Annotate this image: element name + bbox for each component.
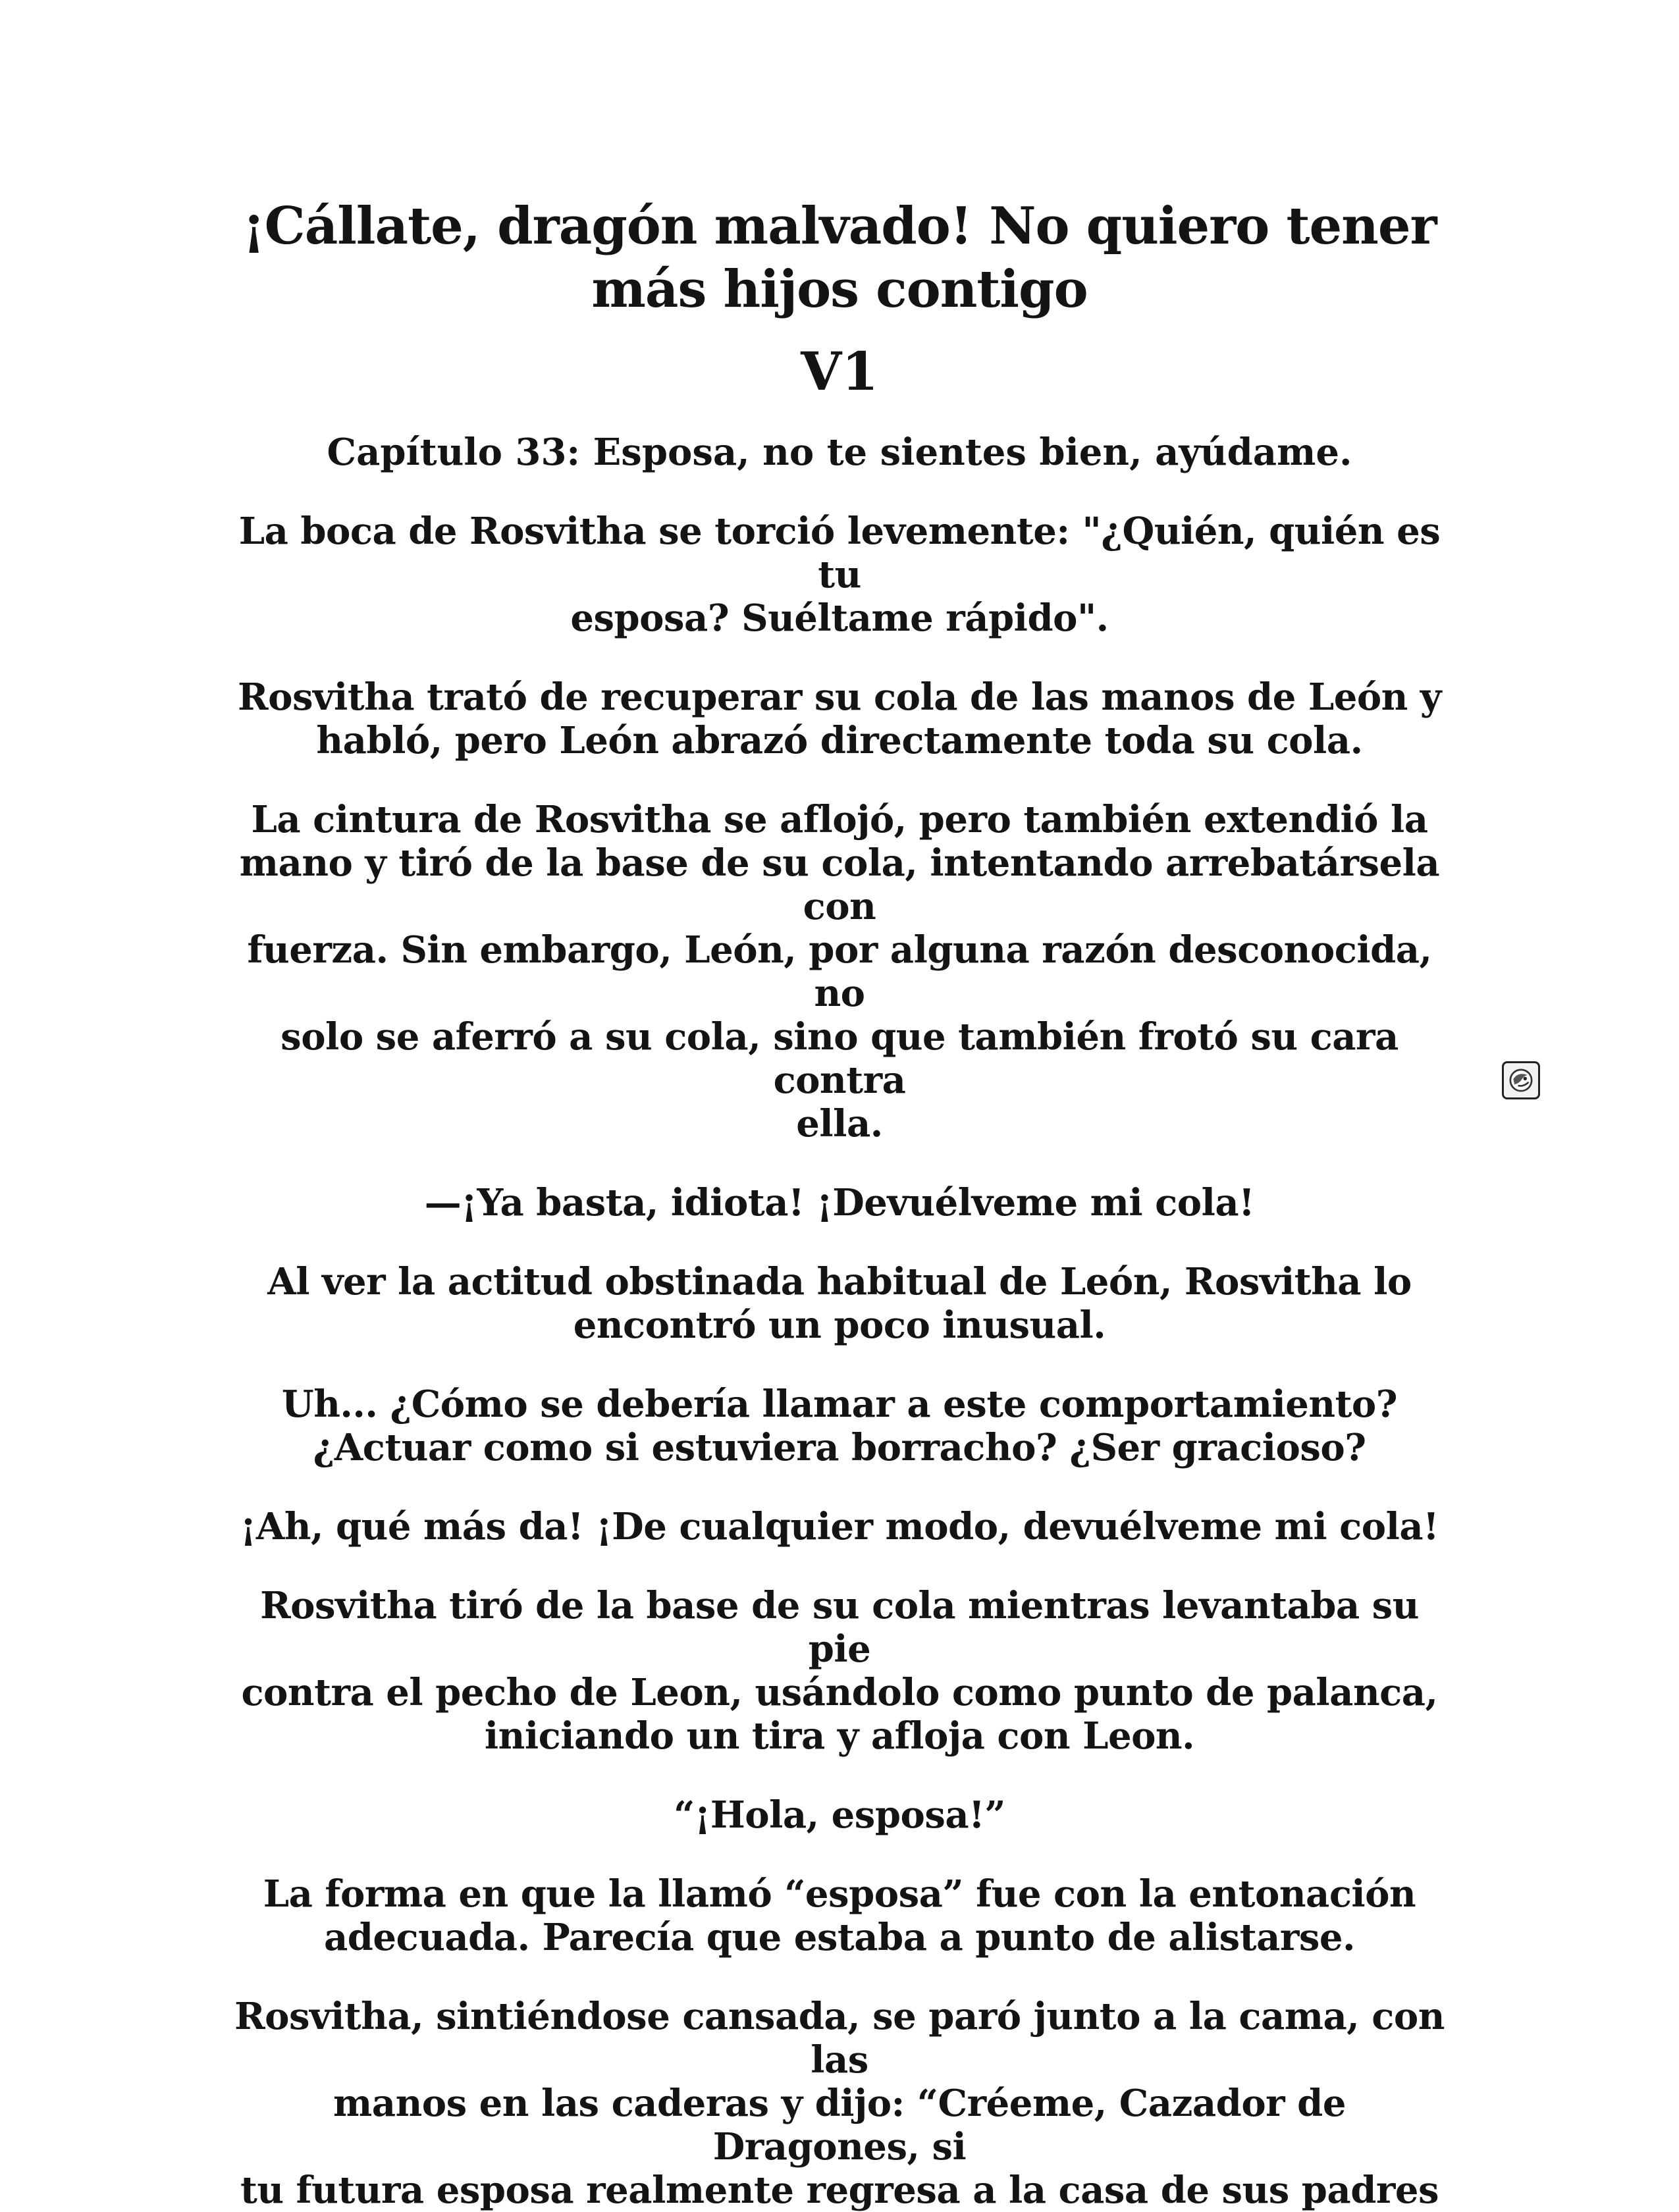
paragraph-1: La boca de Rosvitha se torció levemente: "¿Quién, quién es tu esposa? Suéltame rápido". [238, 510, 1441, 640]
volume-label: V1 [801, 340, 878, 402]
paragraph-6: Uh... ¿Cómo se debería llamar a este comportamiento? ¿Actuar como si estuviera borracho? ¿Ser gracioso? [281, 1382, 1398, 1469]
paragraph-2: Rosvitha trató de recuperar su cola de las manos de León y habló, pero León abrazó directamente toda su cola. [238, 675, 1441, 762]
document-title [224, 195, 1455, 321]
paragraph-4: —¡Ya basta, idiota! ¡Devuélveme mi cola! [424, 1181, 1255, 1224]
paragraph-10: La forma en que la llamó “esposa” fue con la entonación adecuada. Parecía que estaba a punto de alistarse. [263, 1872, 1416, 1959]
paragraph-9: “¡Hola, esposa!” [674, 1793, 1005, 1837]
title-line-1: ¡Cállate, dragón malvado! No quiero tener [242, 196, 1437, 256]
paragraph-8: Rosvitha tiró de la base de su cola mientras levantaba su pie contra el pecho de Leon, usándolo como punto de palanca, iniciando un tira y afloja con Leon. [241, 1584, 1438, 1758]
assistant-logo-icon [1504, 1063, 1538, 1097]
paragraph-3: La cintura de Rosvitha se aflojó, pero también extendió la mano y tiró de la base de su cola, intentando arrebatársela con fuerza. Sin embargo, León, por alguna razón desconocida, no solo se aferró a su cola, sino que también frotó su cara contra ella. [239, 798, 1440, 1146]
chapter-heading: Capítulo 33: Esposa, no te sientes bien, ayúdame. [327, 431, 1352, 474]
floating-assistant-icon[interactable] [1502, 1061, 1540, 1099]
paragraph-5: Al ver la actitud obstinada habitual de León, Rosvitha lo encontró un poco inusual. [267, 1260, 1412, 1347]
paragraph-11: Rosvitha, sintiéndose cansada, se paró junto a la cama, con las manos en las caderas y dijo: “Créeme, Cazador de Dragones, si tu futura esposa realmente regresa a la casa de sus padres [234, 1995, 1445, 2212]
paragraph-7: ¡Ah, qué más da! ¡De cualquier modo, devuélveme mi cola! [240, 1505, 1439, 1548]
document-page [224, 195, 1455, 2212]
title-line-2: más hijos contigo [591, 259, 1088, 319]
